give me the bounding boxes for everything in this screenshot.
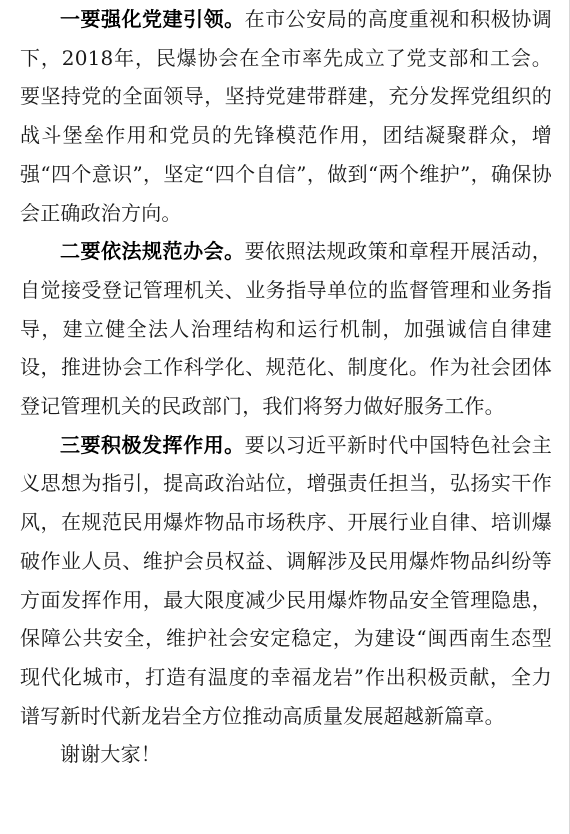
paragraph-heading: 二要依法规范办会。 bbox=[60, 239, 245, 264]
closing-remark: 谢谢大家！ bbox=[60, 742, 161, 767]
paragraph-text: 要以习近平新时代中国特色社会主义思想为指引，提高政治站位，增强责任担当，弘扬实干作风，在规范民用爆炸物品市场秩序、开展行业自律、培训爆破作业人员、维护会员权益、调解涉及民用爆炸物品纠纷等方面发挥作用，最大限度减少民用爆炸物品安全管理隐患，保障公共安全，维护社会安定稳定，为建设“闽西南生态型现代化城市，打造有温度的幸福龙岩”作出积极贡献，全力谱写新时代新龙岩全方位推动高质量发展超越新篇章。 bbox=[20, 432, 552, 728]
paragraph-heading: 三要积极发挥作用。 bbox=[60, 432, 245, 457]
paragraph-active-role bbox=[20, 426, 552, 736]
paragraph-lawful-operation bbox=[20, 232, 552, 426]
paragraph-party-building bbox=[20, 0, 552, 232]
document-body bbox=[20, 0, 552, 774]
paragraph-text: 在市公安局的高度重视和积极协调下，2018年，民爆协会在全市率先成立了党支部和工会。要坚持党的全面领导，坚持党建带群建，充分发挥党组织的战斗堡垒作用和党员的先锋模范作用，团结凝聚群众，增强“四个意识”，坚定“四个自信”，做到“两个维护”，确保协会正确政治方向。 bbox=[20, 7, 552, 225]
paragraph-heading: 一要强化党建引领。 bbox=[60, 7, 245, 31]
paragraph-text: 要依照法规政策和章程开展活动，自觉接受登记管理机关、业务指导单位的监督管理和业务指导，建立健全法人治理结构和运行机制，加强诚信自律建设，推进协会工作科学化、规范化、制度化。作为社会团体登记管理机关的民政部门，我们将努力做好服务工作。 bbox=[20, 239, 552, 419]
